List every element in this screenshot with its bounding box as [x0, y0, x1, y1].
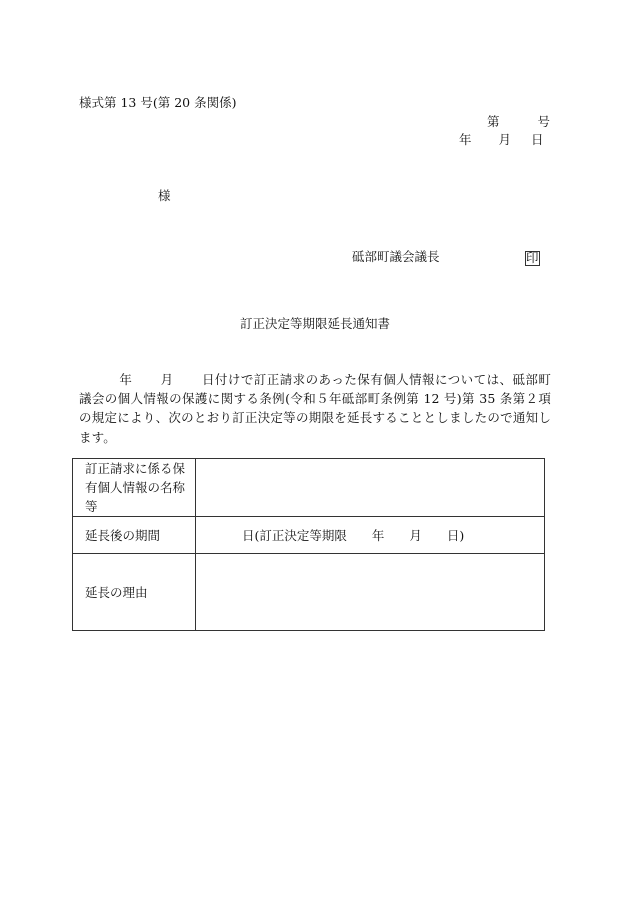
document-number	[487, 116, 550, 129]
row1-value	[196, 459, 545, 517]
body-text: 日付けで訂正請求のあった保有個人情報については、砥部町議会の個人情報の保護に関する条例(令和５年砥部町条例第 12 号)第 35 条第２項の規定により、次のとおり訂正決定等の期限を延長することとしましたので通知します。	[79, 372, 551, 445]
form-number: 様式第 13 号(第 20 条関係)	[79, 95, 237, 110]
body-paragraph	[79, 370, 551, 447]
issue-date-year: 年	[459, 132, 472, 147]
row3-value	[196, 554, 545, 631]
issue-date-day: 日	[531, 132, 544, 147]
issue-date	[459, 134, 544, 147]
issue-date-month: 月	[498, 132, 512, 147]
row2-label: 延長後の期間	[73, 517, 196, 554]
seal-mark	[525, 251, 540, 266]
document-number-prefix: 第	[487, 114, 500, 129]
row1-label: 訂正請求に係る保有個人情報の名称等	[73, 459, 196, 517]
row3-label: 延長の理由	[73, 554, 196, 631]
body-year: 年	[119, 372, 133, 387]
document-title: 訂正決定等期限延長通知書	[239, 316, 390, 331]
seal-text: 印	[526, 250, 539, 265]
extension-table	[72, 458, 545, 631]
table-row	[73, 554, 545, 631]
body-month: 月	[160, 372, 174, 387]
table-row	[73, 459, 545, 517]
issuer-title: 砥部町議会議長	[352, 249, 440, 264]
document-number-suffix: 号	[537, 114, 551, 129]
table-row	[73, 517, 545, 554]
addressee-suffix: 様	[158, 188, 171, 203]
row2-value: 日(訂正決定等期限 年 月 日)	[196, 517, 545, 554]
